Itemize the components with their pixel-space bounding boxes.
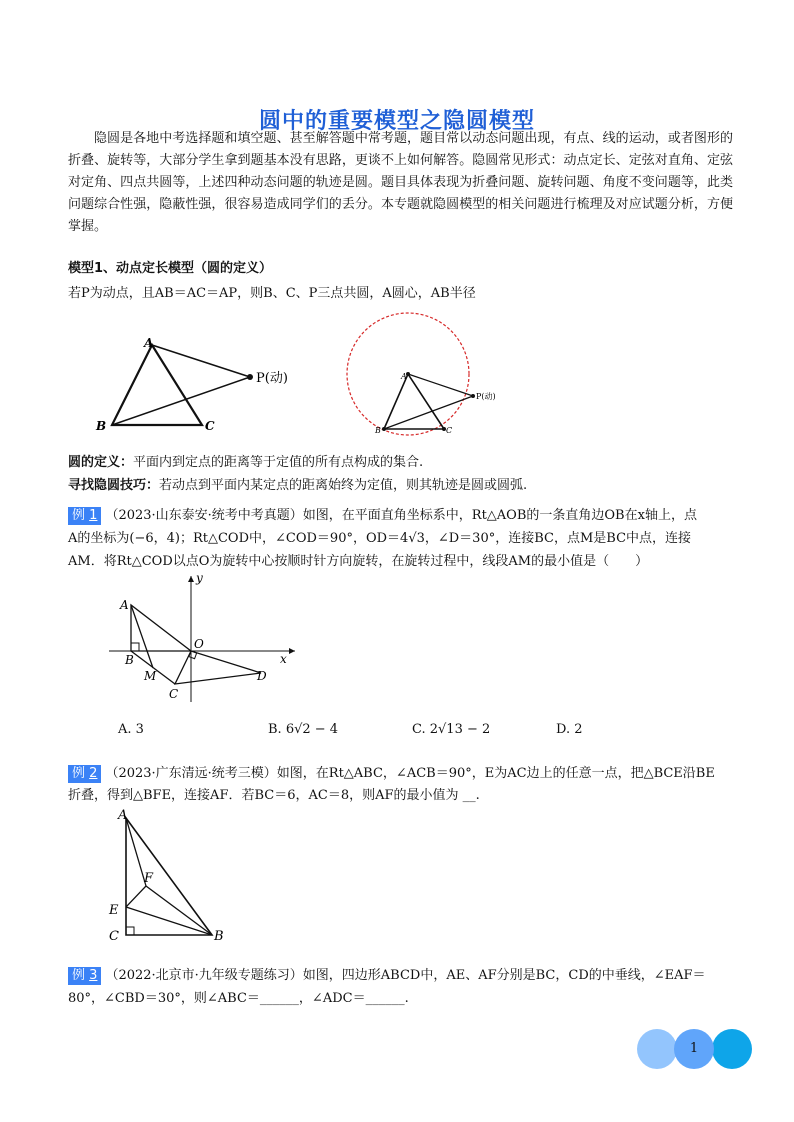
segment-af <box>126 818 146 886</box>
right-angle-b <box>131 643 139 651</box>
model1-figure-left <box>90 330 320 440</box>
option-b[interactable]: B. 6√2 − 4 <box>268 722 339 737</box>
ex2-label-b: B <box>214 929 224 944</box>
label-p: P(动) <box>256 371 288 386</box>
ex2-label-f: F <box>144 871 154 886</box>
page-title: 圆中的重要模型之隐圆模型 <box>258 109 535 134</box>
definition-text: 平面内到定点的距离等于定值的所有点构成的集合. <box>133 455 424 470</box>
segment-fb <box>146 886 212 935</box>
example3-tag <box>68 967 101 985</box>
example3-line2: 80°，∠CBD＝30°，则∠ABC＝______，∠ADC＝______. <box>68 991 409 1006</box>
example1-figure <box>105 572 305 707</box>
example3-line1 <box>68 964 706 985</box>
ex1-label-c: C <box>169 687 179 701</box>
intro-paragraph: 隐圆是各地中考选择题和填空题、甚至解答题中常考题，题目常以动态问题出现，有点、线的运动，或者图形的折叠、旋转等，大部分学生拿到题基本没有思路，更谈不上如何解答。隐圆常见形式：动点定长、定弦对直角、定弦对定角、四点共圆等，上述四种动态问题的轨迹是圆。题目具体表现为折叠问题、旋转问题、角度不变问题等，此类问题综合性强，隐蔽性强，很容易造成同学们的丢分。本专题就隐圆模型的相关问题进行梳理及对应试题分析，方便掌握。 <box>68 131 733 234</box>
ex2-label-c: C <box>109 929 119 944</box>
segment-ap-small <box>408 374 473 396</box>
example1-line1 <box>68 504 697 525</box>
example2-line1 <box>68 762 715 783</box>
example3-number: 3 <box>89 968 98 983</box>
example1-number: 1 <box>89 508 98 523</box>
tip-label: 寻找隐圆技巧： <box>68 478 160 493</box>
ex2-label-e: E <box>109 903 119 918</box>
option-c[interactable]: C. 2√13 − 2 <box>412 722 491 737</box>
option-a[interactable]: A. 3 <box>118 722 144 737</box>
segment-ap <box>152 345 250 377</box>
label-c: C <box>205 419 215 433</box>
page-dot-left <box>637 1029 677 1069</box>
example3-tag-label: 例 <box>72 968 86 983</box>
example2-tag-label: 例 <box>72 766 86 781</box>
example1-tag <box>68 507 101 525</box>
y-axis-arrow <box>188 576 194 582</box>
example2-figure <box>104 804 234 944</box>
label-a-small: A <box>401 372 407 381</box>
model1-figure-circle <box>345 306 515 456</box>
circle-definition <box>68 451 423 470</box>
example2-tag <box>68 765 101 783</box>
example3-text1: （2022·北京市·九年级专题练习）如图，四边形ABCD中，AE、AF分别是BC，CD的中垂线，∠EAF＝ <box>105 968 706 983</box>
example2-text1: （2023·广东清远·统考三模）如图，在Rt△ABC，∠ACB＝90°，E为AC边上的任意一点，把△BCE沿BE <box>105 766 715 781</box>
example1-line2: A的坐标为(−6，4)；Rt△COD中，∠COD＝90°，OD＝4√3，∠D＝30°，连接BC，点M是BC中点，连接 <box>68 531 692 546</box>
ex1-label-m: M <box>144 669 157 683</box>
label-p-small: P(动) <box>476 392 496 401</box>
tip-text: 若动点到平面内某定点的距离始终为定值，则其轨迹是圆或圆弧. <box>159 478 528 493</box>
label-c-small: C <box>446 426 453 435</box>
ex1-label-b: B <box>125 653 134 667</box>
label-b: B <box>96 419 107 433</box>
triangle-abc-small <box>384 374 444 429</box>
segment-ef <box>126 886 146 907</box>
model1-heading: 模型1、动点定长模型（圆的定义） <box>68 261 273 276</box>
triangle-aob <box>131 605 191 651</box>
triangle-cod <box>175 651 261 684</box>
option-d[interactable]: D. 2 <box>556 722 583 737</box>
point-p <box>247 374 253 380</box>
label-a: A <box>144 336 154 350</box>
example1-line3: AM．将Rt△COD以点O为旋转中心按顺时针方向旋转，在旋转过程中，线段AM的最小值是（ ） <box>68 554 649 569</box>
page-dot-right <box>712 1029 752 1069</box>
example2-number: 2 <box>89 766 98 781</box>
model1-statement: 若P为动点，且AB＝AC＝AP，则B、C、P三点共圆，A圆心，AB半径 <box>68 286 476 301</box>
label-b-small: B <box>375 426 381 435</box>
hidden-circle-tip <box>68 474 527 493</box>
segment-eb <box>126 907 212 935</box>
page-number: 1 <box>674 1029 714 1069</box>
ex1-label-o: O <box>194 637 204 651</box>
example1-tag-label: 例 <box>72 508 86 523</box>
ex1-label-x: x <box>280 652 287 666</box>
example2-line2: 折叠，得到△BFE，连接AF．若BC＝6，AC＝8，则AF的最小值为 __. <box>68 788 480 803</box>
ex1-label-d: D <box>257 669 267 683</box>
right-angle-o <box>189 651 197 659</box>
point-p-small <box>471 394 475 398</box>
ex1-label-a: A <box>120 598 129 612</box>
right-angle-c <box>126 927 134 935</box>
x-axis-arrow <box>289 648 295 654</box>
example1-text1: （2023·山东泰安·统考中考真题）如图，在平面直角坐标系中，Rt△AOB的一条直角边OB在x轴上，点 <box>105 508 697 523</box>
segment-bp-small <box>384 396 473 429</box>
definition-label: 圆的定义： <box>68 455 134 470</box>
triangle-abc-ex2 <box>126 818 212 935</box>
ex1-label-y: y <box>196 572 203 585</box>
ex2-label-a: A <box>118 808 128 823</box>
point-b-small <box>382 427 386 431</box>
